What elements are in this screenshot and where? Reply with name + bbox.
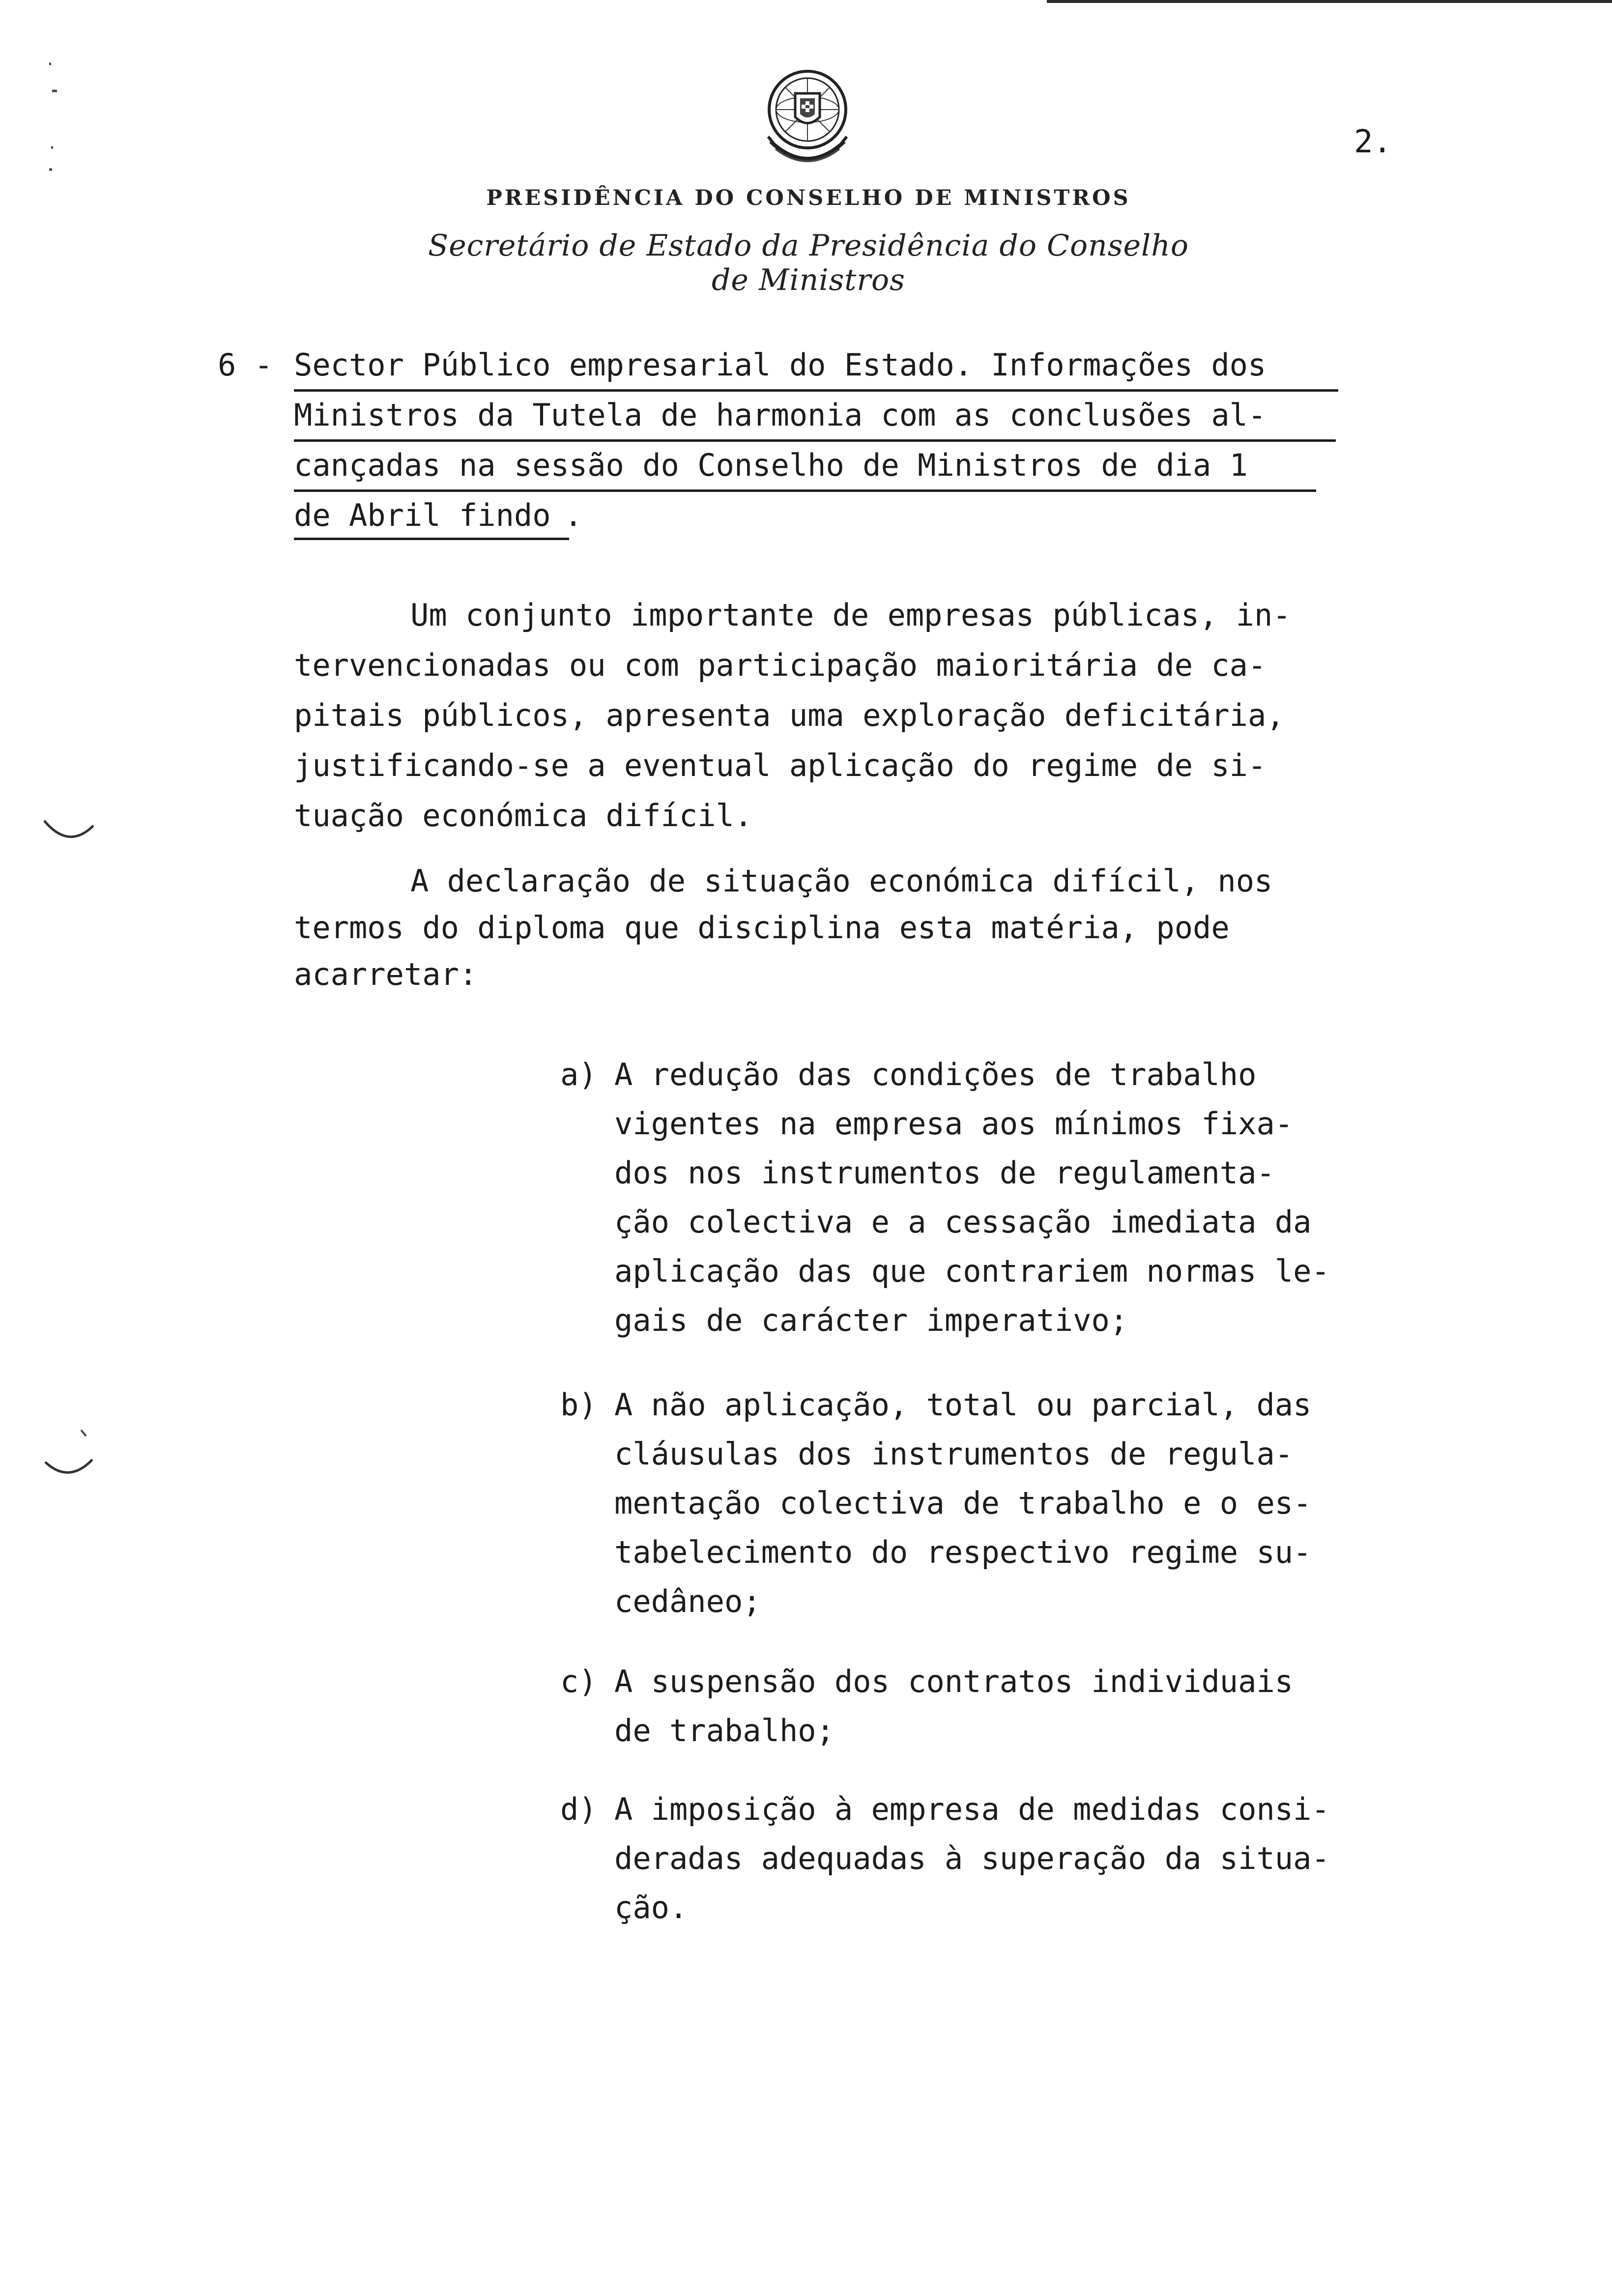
paragraph-line: tuação económica difícil. — [294, 798, 753, 833]
section-title-line: cançadas na sessão do Conselho de Ministros de dia 1 — [294, 447, 1248, 483]
list-item-line: tabelecimento do respectivo regime su- — [614, 1534, 1312, 1570]
list-item-label: c) — [560, 1664, 597, 1699]
list-item-line: A não aplicação, total ou parcial, das — [614, 1387, 1312, 1423]
paragraph-line: A declaração de situação económica difícil, nos — [410, 863, 1273, 899]
section-title-line: de Abril findo — [294, 497, 551, 533]
list-item-line: cláusulas dos instrumentos de regula- — [614, 1436, 1294, 1472]
list-item-line: A suspensão dos contratos individuais — [614, 1664, 1294, 1699]
list-item-line: de trabalho; — [614, 1713, 835, 1749]
list-item-line: deradas adequadas à superação da situa- — [614, 1840, 1330, 1876]
paragraph-line: justificando-se a eventual aplicação do regime de si- — [294, 747, 1267, 783]
coat-of-arms-emblem — [756, 63, 859, 176]
paragraph-line: acarretar: — [294, 956, 478, 992]
header-office-title: Secretário de Estado da Presidência do Conselho de Ministros — [428, 229, 1189, 297]
binder-tick-marks — [44, 59, 64, 177]
punch-hole-mark-upper — [39, 816, 98, 850]
title-underline — [294, 389, 1338, 392]
list-item-line: aplicação das que contrariem normas le- — [614, 1253, 1330, 1289]
page-number: 2. — [1354, 124, 1392, 160]
paragraph-line: pitais públicos, apresenta uma exploração deficitária, — [294, 697, 1285, 733]
list-item-line: A redução das condições de trabalho — [614, 1057, 1257, 1092]
list-item-label: a) — [560, 1057, 597, 1092]
list-item-line: mentação colectiva de trabalho e o es- — [614, 1485, 1312, 1521]
list-item-line: gais de carácter imperativo; — [614, 1302, 1128, 1338]
title-underline — [294, 538, 569, 540]
section-title-line: Sector Público empresarial do Estado. Informações dos — [294, 347, 1267, 383]
paragraph-line: Um conjunto importante de empresas públicas, in- — [410, 597, 1291, 633]
paragraph-line: tervencionadas ou com participação maioritária de ca- — [294, 647, 1267, 683]
paragraph-line: termos do diploma que disciplina esta matéria, pode — [294, 910, 1230, 946]
section-number: 6 - — [218, 347, 273, 383]
list-item-label: d) — [560, 1791, 597, 1827]
list-item-label: b) — [560, 1387, 597, 1423]
top-edge-rule — [1047, 0, 1612, 3]
section-title-line: Ministros da Tutela de harmonia com as conclusões al- — [294, 397, 1267, 433]
list-item-line: cedâneo; — [614, 1583, 761, 1619]
list-item-line: ção. — [614, 1890, 688, 1925]
list-item-line: A imposição à empresa de medidas consi- — [614, 1791, 1330, 1827]
punch-hole-mark-lower — [39, 1425, 98, 1479]
section-title-period: . — [564, 497, 583, 533]
header-institution: PRESIDÊNCIA DO CONSELHO DE MINISTROS — [486, 186, 1131, 210]
title-underline — [294, 489, 1316, 492]
list-item-line: vigentes na empresa aos mínimos fixa- — [614, 1106, 1294, 1142]
list-item-line: dos nos instrumentos de regulamenta- — [614, 1155, 1275, 1191]
list-item-line: ção colectiva e a cessação imediata da — [614, 1204, 1312, 1240]
title-underline — [294, 439, 1336, 442]
